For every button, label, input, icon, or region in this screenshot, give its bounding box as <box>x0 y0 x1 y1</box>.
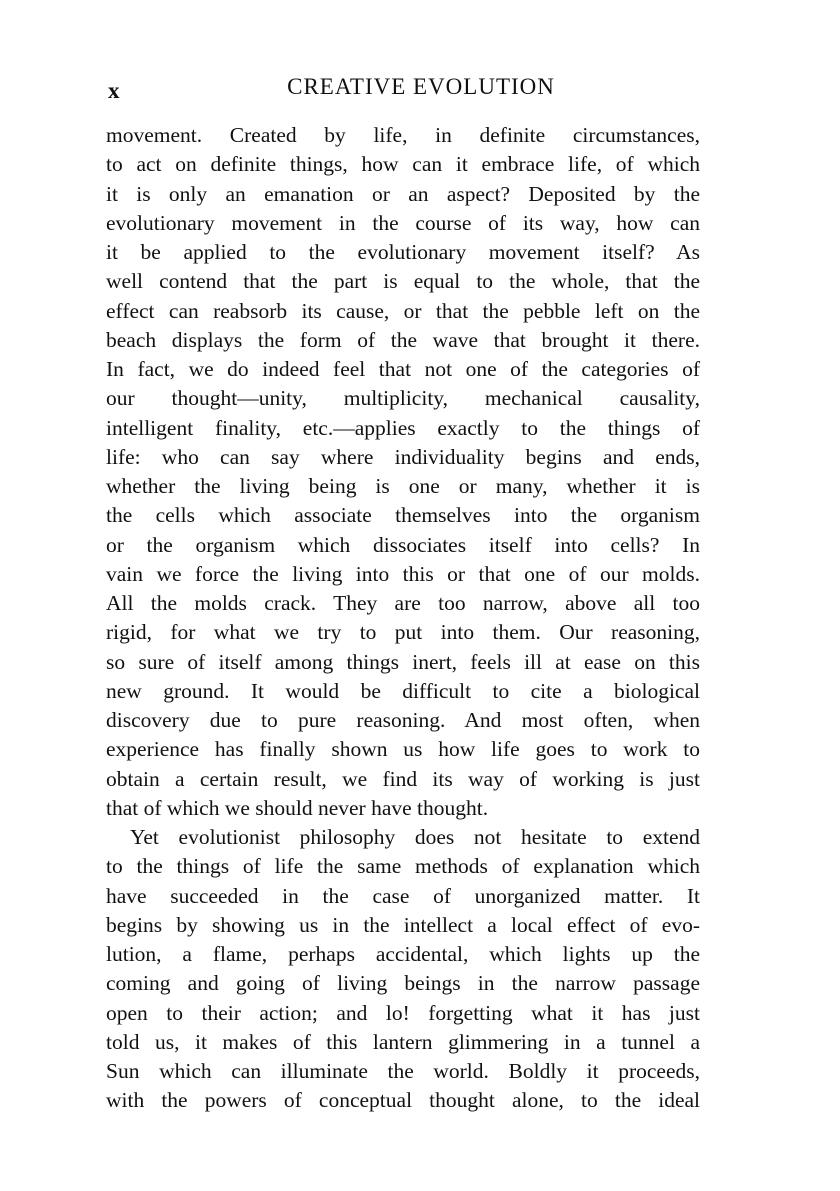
text-line: to act on definite things, how can it embrace life, of which <box>106 152 700 177</box>
page-number: x <box>108 78 120 103</box>
text-line: with the powers of conceptual thought alone, to the ideal <box>106 1088 700 1113</box>
text-line: evolutionary movement in the course of its way, how can <box>106 210 700 235</box>
text-line: intelligent finality, etc.—applies exactly to the things of <box>106 415 700 440</box>
running-title: CREATIVE EVOLUTION <box>287 74 555 99</box>
running-head <box>108 72 700 106</box>
text-line: to the things of life the same methods of explanation which <box>106 854 700 879</box>
text-line: rigid, for what we try to put into them. Our reasoning, <box>106 620 700 645</box>
text-line: coming and going of living beings in the narrow passage <box>106 971 700 996</box>
text-line: life: who can say where individuality begins and ends, <box>106 444 700 469</box>
text-line: obtain a certain result, we find its way of working is just <box>106 766 700 791</box>
paragraph-first-line: Yet evolutionist philosophy does not hesitate to extend <box>130 825 700 849</box>
text-line: open to their action; and lo! forgetting what it has just <box>106 1000 700 1025</box>
text-line: begins by showing us in the intellect a local effect of evo- <box>106 912 700 937</box>
text-line: the cells which associate themselves into the organism <box>106 503 700 528</box>
text-line: so sure of itself among things inert, feels ill at ease on this <box>106 649 700 674</box>
text-line: All the molds crack. They are too narrow, above all too <box>106 591 700 615</box>
text-line: whether the living being is one or many, whether it is <box>106 474 700 498</box>
text-line: told us, it makes of this lantern glimmering in a tunnel a <box>106 1029 700 1054</box>
text-line: it is only an emanation or an aspect? Deposited by the <box>106 181 700 206</box>
text-line: experience has finally shown us how life goes to work to <box>106 737 700 762</box>
text-line: lution, a flame, perhaps accidental, which lights up the <box>106 942 700 966</box>
text-line: movement. Created by life, in definite circumstances, <box>106 123 700 147</box>
text-line: beach displays the form of the wave that brought it there. <box>106 327 700 352</box>
text-line: it be applied to the evolutionary movement itself? As <box>106 240 700 264</box>
paragraph-last-line: that of which we should never have thought. <box>106 795 489 820</box>
text-line: effect can reabsorb its cause, or that the pebble left on the <box>106 298 700 323</box>
text-line: new ground. It would be difficult to cite a biological <box>106 678 700 703</box>
text-line: Sun which can illuminate the world. Boldly it proceeds, <box>106 1059 700 1083</box>
text-line: or the organism which dissociates itself into cells? In <box>106 532 700 557</box>
text-line: well contend that the part is equal to the whole, that the <box>106 269 700 294</box>
text-line: discovery due to pure reasoning. And most often, when <box>106 708 700 732</box>
text-line: vain we force the living into this or that one of our molds. <box>106 561 700 586</box>
text-line: our thought—unity, multiplicity, mechanical causality, <box>106 386 700 411</box>
text-line: In fact, we do indeed feel that not one of the categories of <box>106 357 700 381</box>
body-text <box>106 121 700 1116</box>
text-line: have succeeded in the case of unorganized matter. It <box>106 883 700 908</box>
